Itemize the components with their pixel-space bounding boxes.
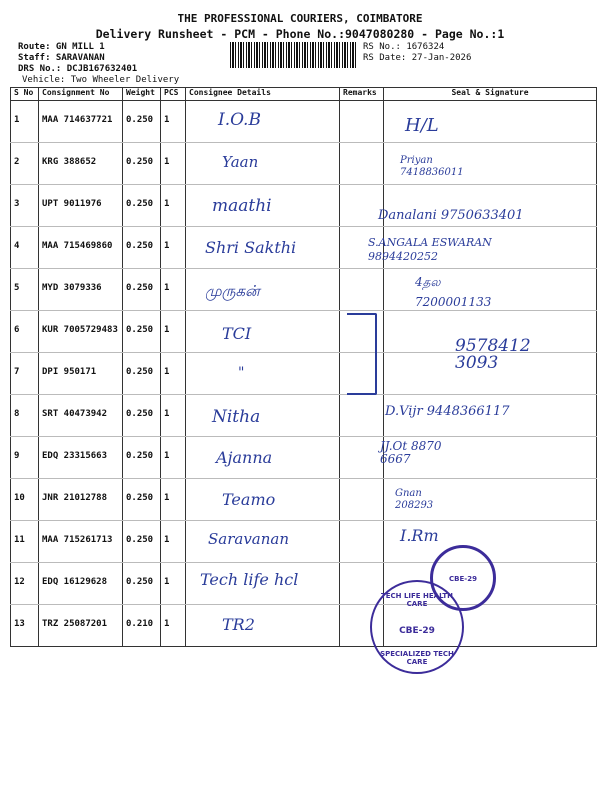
handwritten-consignee: TCI <box>222 324 252 343</box>
handwritten-signature: I.Rm <box>400 526 439 545</box>
col-sno: S No <box>11 88 39 101</box>
route-label: Route: GN MILL 1 <box>18 42 105 52</box>
handwritten-consignee: I.O.B <box>218 110 261 130</box>
company-title: THE PROFESSIONAL COURIERS, COIMBATORE <box>177 12 423 25</box>
handwritten-consignee: Nitha <box>212 407 261 427</box>
vehicle-label: Vehicle: Two Wheeler Delivery <box>22 75 180 85</box>
col-remarks: Remarks <box>340 88 384 101</box>
drs-label: DRS No.: DCJB167632401 <box>18 64 138 74</box>
col-signature: Seal & Signature <box>384 88 597 101</box>
table-row: 7 DPI 950171 0.250 1 <box>11 353 597 395</box>
col-weight: Weight <box>123 88 161 101</box>
remarks-bracket <box>347 313 377 395</box>
stamp-inner-text: SPECIALIZED TECH CARE <box>380 650 454 666</box>
table-row: 9 EDQ 23315663 0.250 1 <box>11 437 597 479</box>
handwritten-signature: Gnan 208293 <box>395 488 434 511</box>
sheet-title: Delivery Runsheet - PCM - Phone No.:9047080280 - Page No.:1 <box>95 27 505 41</box>
table-row: 4 MAA 715469860 0.250 1 <box>11 227 597 269</box>
table-row: 1 MAA 714637721 0.250 1 <box>11 101 597 143</box>
handwritten-signature: S.ANGALA ESWARAN 9894420252 <box>368 236 492 263</box>
handwritten-signature: H/L <box>405 115 439 136</box>
handwritten-signature: D.Vijr 9448366117 <box>385 404 510 419</box>
handwritten-consignee: Shri Sakthi <box>205 238 297 257</box>
barcode <box>230 42 358 68</box>
handwritten-signature: 4தல 7200001133 <box>415 275 492 309</box>
col-consignment: Consignment No <box>39 88 123 101</box>
table-header <box>11 88 597 101</box>
table-row: 6 KUR 7005729483 0.250 1 <box>11 311 597 353</box>
table-row: 10 JNR 21012788 0.250 1 <box>11 479 597 521</box>
handwritten-signature: Danalani 9750633401 <box>378 208 524 223</box>
table-row: 12 EDQ 16129628 0.250 1 <box>11 563 597 605</box>
stamp-code: CBE-29 <box>399 626 435 636</box>
handwritten-signature: JJ.Ot 8870 6667 <box>380 439 442 466</box>
handwritten-consignee: முருகன் <box>205 282 260 300</box>
handwritten-signature: Priyan 7418836011 <box>400 155 464 178</box>
table-row: 5 MYD 3079336 0.250 1 <box>11 269 597 311</box>
col-pcs: PCS <box>161 88 186 101</box>
company-round-stamp <box>370 580 464 674</box>
handwritten-consignee: Yaan <box>222 153 259 171</box>
handwritten-signature: 9578412 3093 <box>455 336 531 373</box>
handwritten-consignee: TR2 <box>222 615 255 634</box>
stamp-code: CBE-29 <box>449 575 477 583</box>
handwritten-consignee: Tech life hcl <box>200 570 299 589</box>
table-row: 3 UPT 9011976 0.250 1 <box>11 185 597 227</box>
table-row: 13 TRZ 25087201 0.210 1 <box>11 605 597 647</box>
table-row: 2 KRG 388652 0.250 1 <box>11 143 597 185</box>
handwritten-consignee: maathi <box>212 196 272 216</box>
handwritten-consignee: Teamo <box>222 490 276 509</box>
handwritten-consignee: " <box>238 365 245 381</box>
stamp-outer-text: TECH LIFE HEALTH CARE <box>380 592 454 608</box>
rs-number: RS No.: 1676324 <box>363 42 445 52</box>
table-row: 8 SRT 40473942 0.250 1 <box>11 395 597 437</box>
handwritten-consignee: Saravanan <box>208 530 290 548</box>
rs-date: RS Date: 27-Jan-2026 <box>363 53 472 63</box>
table-row: 11 MAA 715261713 0.250 1 <box>11 521 597 563</box>
handwritten-consignee: Ajanna <box>216 448 273 467</box>
col-consignee: Consignee Details <box>186 88 340 101</box>
staff-label: Staff: SARAVANAN <box>18 53 105 63</box>
